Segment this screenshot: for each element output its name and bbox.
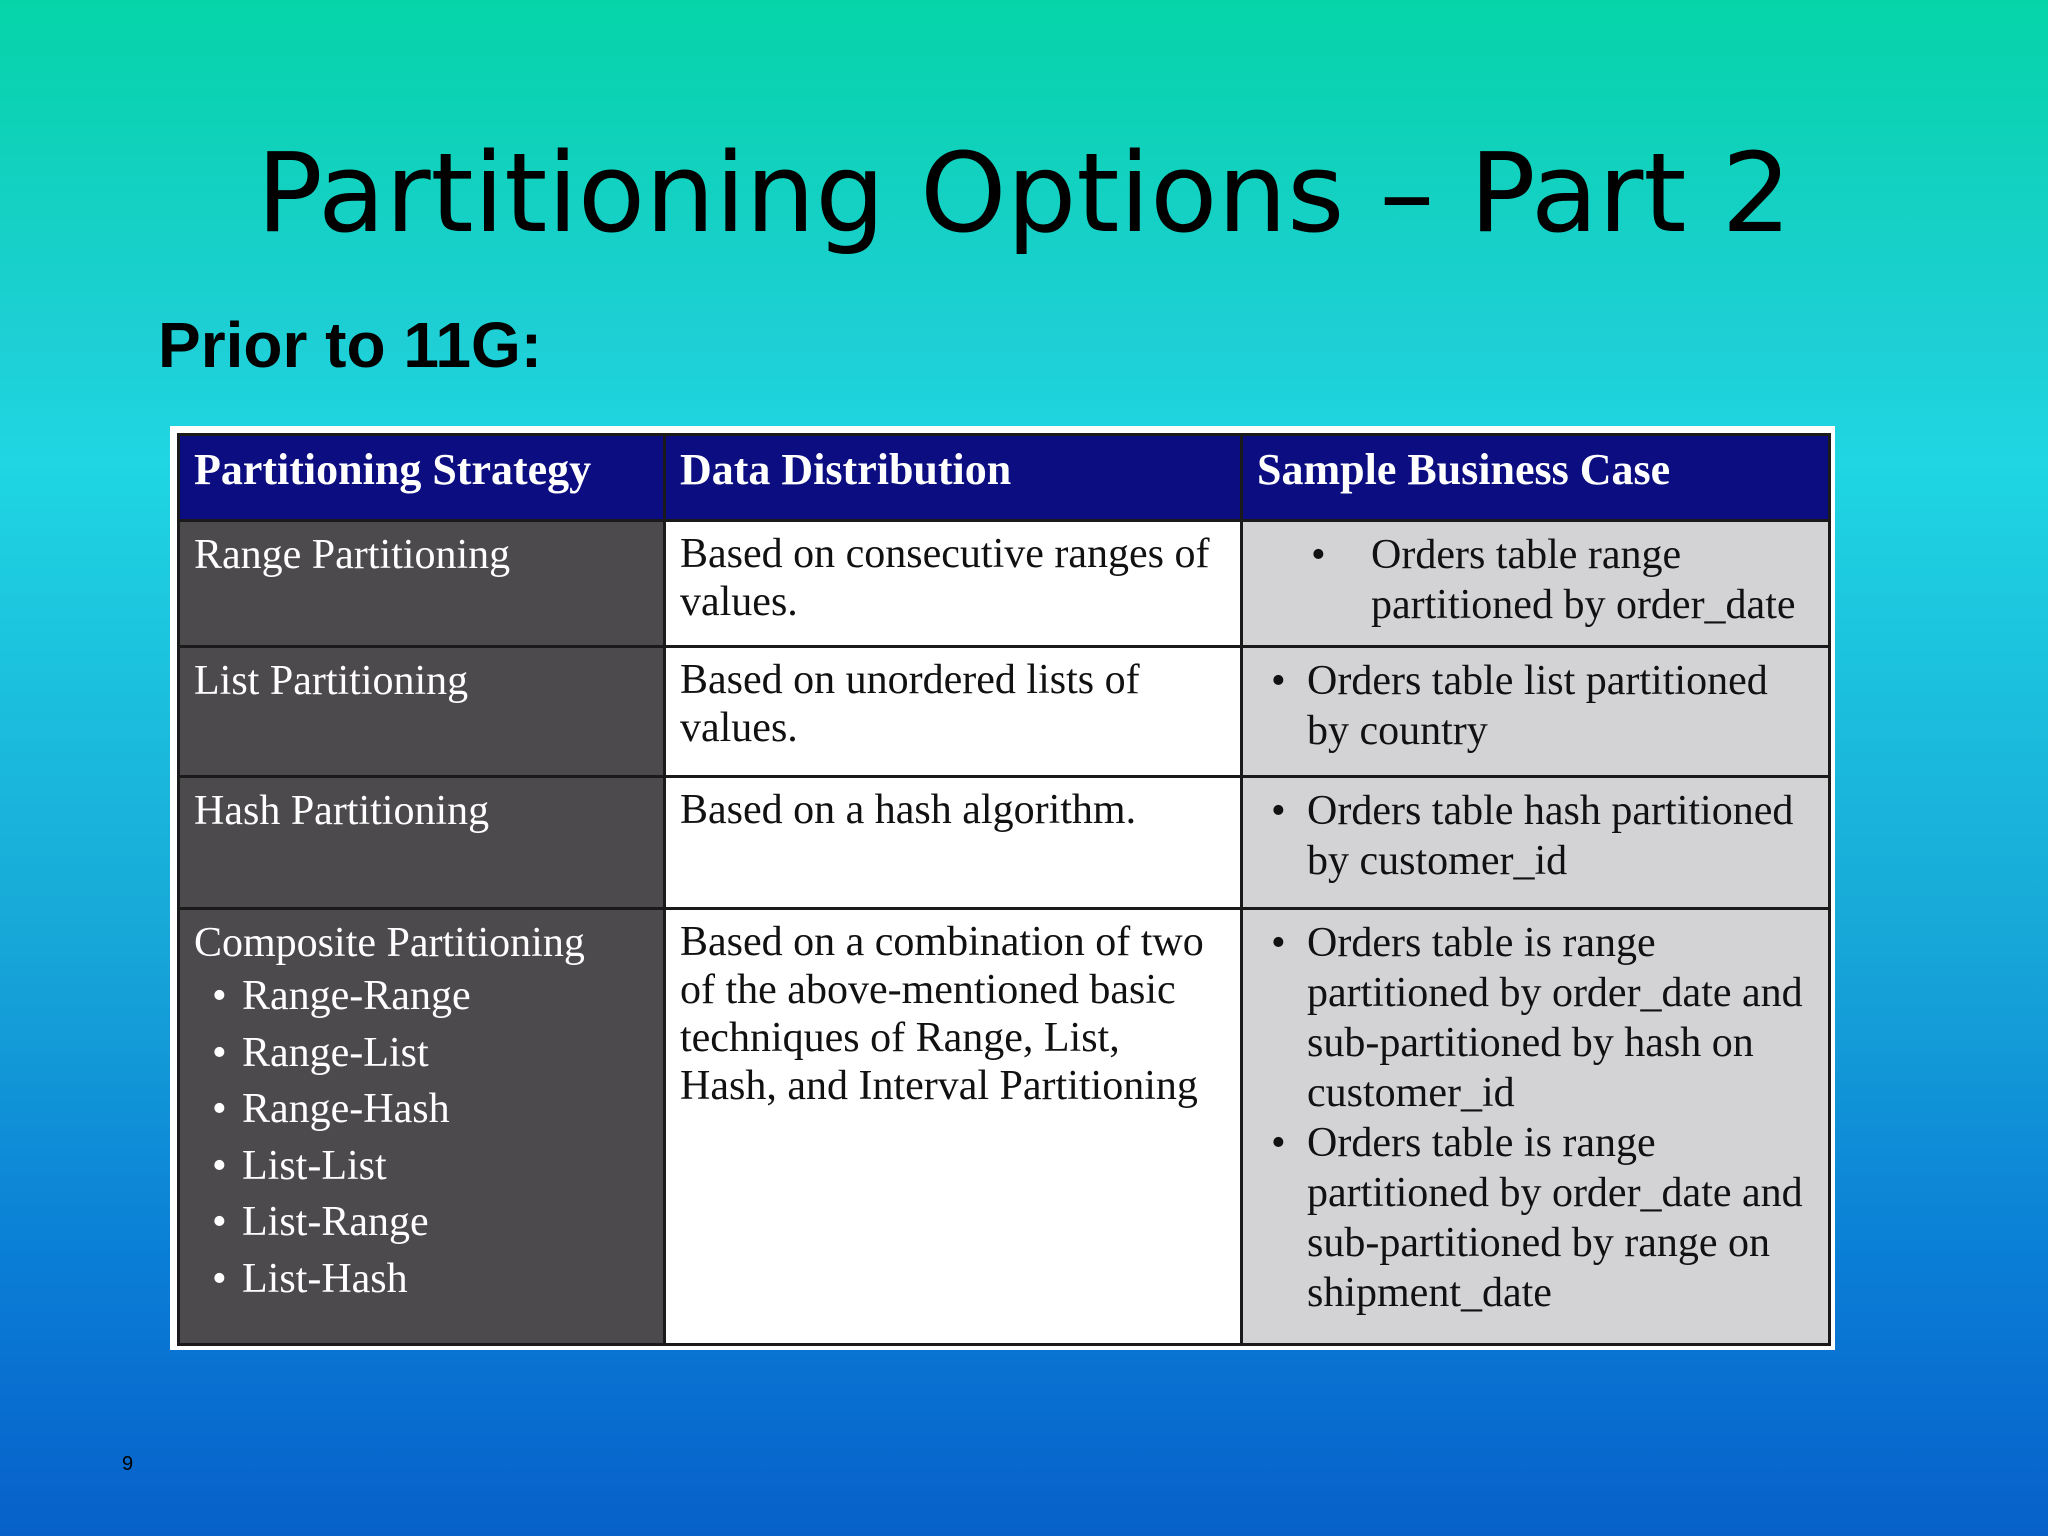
business-case-item (1257, 530, 1814, 630)
partitioning-table-frame (170, 426, 1835, 1350)
business-case-cell (1242, 777, 1830, 909)
business-case-item (1257, 918, 1814, 1118)
slide-subtitle: Prior to 11G: (158, 309, 543, 381)
business-case-item (1257, 656, 1814, 756)
business-case-text: Orders table is range partitioned by order_date and sub-partitioned by range on shipment_date (1307, 1120, 1803, 1316)
business-case-item (1257, 786, 1814, 886)
strategy-cell: List Partitioning (179, 647, 665, 777)
distribution-cell: Based on consecutive ranges of values. (665, 521, 1242, 647)
strategy-cell: Hash Partitioning (179, 777, 665, 909)
subtype-label: Range-Hash (242, 1086, 450, 1132)
subtype-label: List-Hash (242, 1255, 408, 1302)
business-case-item (1257, 1118, 1814, 1318)
bullet-icon: • (212, 1199, 227, 1245)
business-case-cell (1242, 521, 1830, 647)
column-header-strategy: Partitioning Strategy (179, 435, 665, 521)
table-row (179, 777, 1830, 909)
composite-subtype-list (194, 968, 649, 1307)
partitioning-table (177, 433, 1831, 1346)
column-header-distribution: Data Distribution (665, 435, 1242, 521)
table-row (179, 909, 1830, 1345)
bullet-icon: • (212, 1142, 227, 1189)
bullet-icon: • (212, 973, 227, 1019)
table-row (179, 647, 1830, 777)
subtype-label: List-Range (242, 1199, 429, 1245)
distribution-cell: Based on a hash algorithm. (665, 777, 1242, 909)
bullet-icon: • (212, 1086, 227, 1132)
list-item (194, 1194, 649, 1251)
slide-title: Partitioning Options – Part 2 (256, 129, 1792, 257)
bullet-icon: • (212, 1255, 227, 1302)
bullet-icon: • (212, 1029, 227, 1076)
bullet-icon: • (1271, 920, 1286, 966)
distribution-cell: Based on unordered lists of values. (665, 647, 1242, 777)
table-row (179, 521, 1830, 647)
business-case-cell (1242, 909, 1830, 1345)
business-case-list (1257, 656, 1814, 756)
slide-number: 9 (122, 1453, 134, 1475)
subtype-label: Range-Range (242, 973, 471, 1019)
business-case-text: Orders table is range partitioned by order_date and sub-partitioned by hash on customer_id (1307, 920, 1803, 1116)
subtype-label: Range-List (242, 1029, 429, 1076)
list-item (194, 1025, 649, 1082)
list-item (194, 1081, 649, 1138)
business-case-list (1257, 786, 1814, 886)
strategy-name: Composite Partitioning (194, 920, 585, 966)
bullet-icon: • (1271, 658, 1286, 704)
list-item (194, 968, 649, 1025)
business-case-list (1257, 530, 1814, 630)
list-item (194, 1251, 649, 1308)
list-item (194, 1138, 649, 1195)
business-case-text: Orders table hash partitioned by customer_id (1307, 788, 1794, 884)
bullet-icon: • (1271, 1120, 1286, 1166)
subtype-label: List-List (242, 1142, 387, 1189)
bullet-icon: • (1271, 788, 1286, 834)
column-header-business-case: Sample Business Case (1242, 435, 1830, 521)
business-case-text: Orders table range partitioned by order_date (1371, 532, 1796, 628)
bullet-icon: • (1311, 532, 1326, 578)
strategy-cell (179, 909, 665, 1345)
business-case-cell (1242, 647, 1830, 777)
business-case-list (1257, 918, 1814, 1318)
table-header-row (179, 435, 1830, 521)
strategy-cell: Range Partitioning (179, 521, 665, 647)
business-case-text: Orders table list partitioned by country (1307, 658, 1768, 754)
distribution-cell: Based on a combination of two of the above-mentioned basic techniques of Range, List, Hash, and Interval Partitioning (665, 909, 1242, 1345)
